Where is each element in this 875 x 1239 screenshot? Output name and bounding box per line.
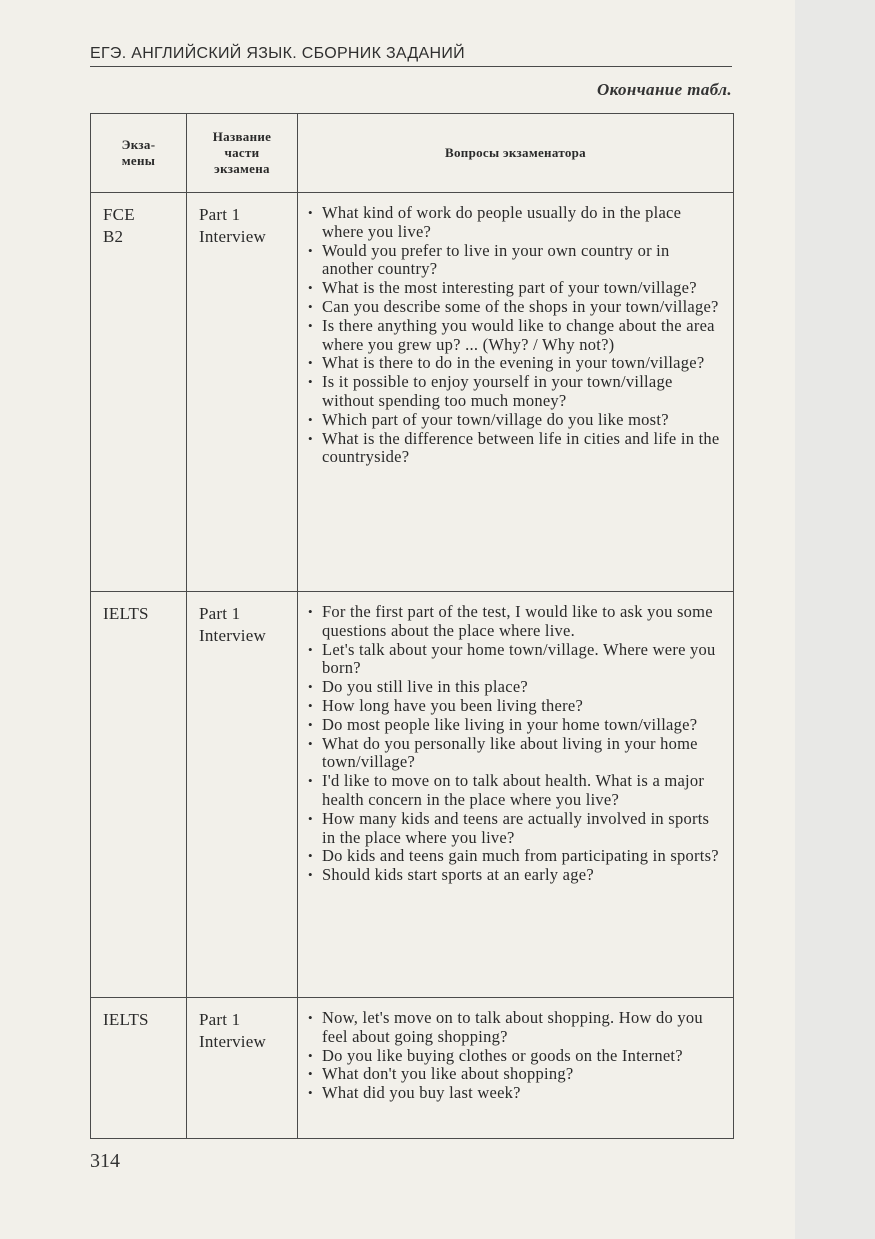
question-item: • How many kids and teens are actually involved in sports in the place where you live? (308, 810, 723, 848)
exam-name: IELTS (103, 604, 149, 623)
column-header-questions (298, 114, 734, 193)
questions-cell (298, 193, 734, 592)
table-row (91, 592, 734, 998)
question-list (298, 998, 733, 1109)
question-item: • What is the most interesting part of your town/village? (308, 279, 723, 298)
question-item: • Do you still live in this place? (308, 678, 723, 697)
table-row (91, 193, 734, 592)
column-header-part-label: Название части экзамена (212, 129, 272, 176)
exam-name: IELTS (103, 1010, 149, 1029)
question-item: • What don't you like about shopping? (308, 1065, 723, 1084)
exam-cell (91, 193, 187, 592)
part-cell (187, 998, 298, 1139)
part-cell (187, 592, 298, 998)
question-item: • What kind of work do people usually do in the place where you live? (308, 204, 723, 242)
page-number: 314 (90, 1150, 120, 1172)
question-item: • Do you like buying clothes or goods on the Internet? (308, 1047, 723, 1066)
question-item: • For the first part of the test, I would like to ask you some questions about the place where live. (308, 603, 723, 641)
question-item: • What did you buy last week? (308, 1084, 723, 1103)
table-caption: Окончание табл. (596, 80, 732, 99)
question-item: • Is there anything you would like to change about the area where you grew up? ... (Why? / Why not?) (308, 317, 723, 355)
part-name: Part 1 Interview (199, 205, 266, 246)
column-header-questions-label: Вопросы экзаменатора (445, 145, 586, 160)
running-title: ЕГЭ. АНГЛИЙСКИЙ ЯЗЫК. СБОРНИК ЗАДАНИЙ (90, 45, 465, 62)
exam-cell (91, 998, 187, 1139)
running-header (90, 42, 732, 67)
table-row (91, 998, 734, 1139)
exam-cell (91, 592, 187, 998)
question-list (298, 193, 733, 473)
table-header-row (91, 114, 734, 193)
question-item: • What do you personally like about living in your home town/village? (308, 735, 723, 773)
column-header-exam-label: Экза- мены (121, 137, 156, 168)
questions-cell (298, 998, 734, 1139)
question-item: • Would you prefer to live in your own country or in another country? (308, 242, 723, 280)
exam-questions-table (90, 113, 734, 1139)
question-item: • Should kids start sports at an early age? (308, 866, 723, 885)
question-item: • Now, let's move on to talk about shopping. How do you feel about going shopping? (308, 1009, 723, 1047)
exam-name: FCE B2 (103, 205, 135, 246)
question-item: • How long have you been living there? (308, 697, 723, 716)
question-item: • Do most people like living in your home town/village? (308, 716, 723, 735)
questions-cell (298, 592, 734, 998)
question-item: • Can you describe some of the shops in your town/village? (308, 298, 723, 317)
column-header-part (187, 114, 298, 193)
question-item: • Do kids and teens gain much from participating in sports? (308, 847, 723, 866)
part-name: Part 1 Interview (199, 604, 266, 645)
question-item: • Let's talk about your home town/village. Where were you born? (308, 641, 723, 679)
question-item: • I'd like to move on to talk about health. What is a major health concern in the place where you live? (308, 772, 723, 810)
question-list (298, 592, 733, 891)
question-item: • Which part of your town/village do you like most? (308, 411, 723, 430)
question-item: • What is there to do in the evening in your town/village? (308, 354, 723, 373)
column-header-exam (91, 114, 187, 193)
part-name: Part 1 Interview (199, 1010, 266, 1051)
part-cell (187, 193, 298, 592)
page-edge-strip (795, 0, 875, 1239)
question-item: • Is it possible to enjoy yourself in your town/village without spending too much money? (308, 373, 723, 411)
question-item: • What is the difference between life in cities and life in the countryside? (308, 430, 723, 468)
